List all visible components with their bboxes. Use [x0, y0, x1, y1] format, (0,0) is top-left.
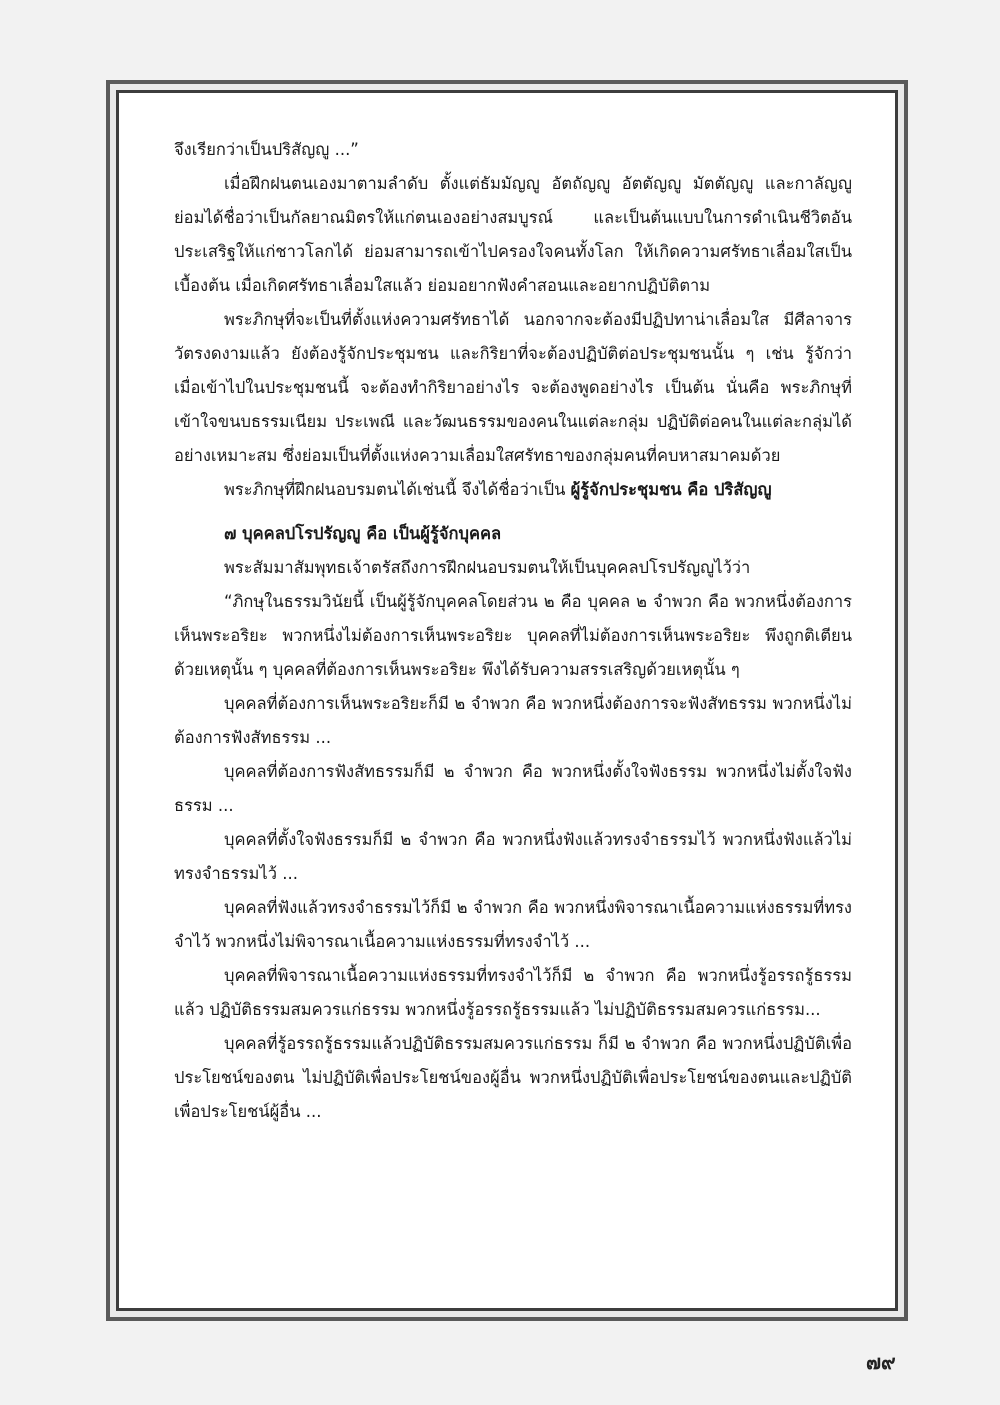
section-paragraph: บุคคลที่ต้องการเห็นพระอริยะก็มี ๒ จำพวก คือ พวกหนึ่งต้องการจะฟังสัทธรรม พวกหนึ่งไม่ต้องการฟังสัทธรรม ...	[174, 694, 852, 747]
section-paragraph: บุคคลที่รู้อรรถรู้ธรรมแล้วปฏิบัติธรรมสมควรแก่ธรรม ก็มี ๒ จำพวก คือ พวกหนึ่งปฏิบัติเพื่อประโยชน์ของตน ไม่ปฏิบัติเพื่อประโยชน์ของผู้อื่น พวกหนึ่งปฏิบัติเพื่อประโยชน์ของตนและปฏิบัติเพื่อประโยชน์ผู้อื่น ...	[174, 1034, 852, 1121]
summary-lead: พระภิกษุที่ฝึกฝนอบรมตนได้เช่นนี้ จึงได้ชื่อว่าเป็น	[224, 480, 571, 499]
paragraph-continuation: จึงเรียกว่าเป็นปริสัญญู ...”	[174, 140, 359, 159]
section-paragraph: พระสัมมาสัมพุทธเจ้าตรัสถึงการฝึกฝนอบรมตนให้เป็นบุคคลปโรปรัญญูไว้ว่า	[224, 558, 751, 577]
paragraph-self-training: เมื่อฝึกฝนตนเองมาตามลำดับ ตั้งแต่ธัมมัญญู อัตถัญญู อัตตัญญู มัตตัญญู และกาลัญญู ย่อมได้ชื่อว่าเป็นกัลยาณมิตรให้แก่ตนเองอย่างสมบูรณ์ และเป็นต้นแบบในการดำเนินชีวิตอันประเสริฐให้แก่ชาวโลกได้ ย่อมสามารถเข้าไปครองใจคนทั้งโลก ให้เกิดความศรัทธาเลื่อมใสเป็นเบื้องต้น เมื่อเกิดศรัทธาเลื่อมใสแล้ว ย่อมอยากฟังคำสอนและอยากปฏิบัติตาม	[174, 174, 852, 295]
section-heading: ๗ บุคคลปโรปรัญญู คือ เป็นผู้รู้จักบุคคล	[224, 524, 502, 543]
section-paragraph: บุคคลที่ฟังแล้วทรงจำธรรมไว้ก็มี ๒ จำพวก คือ พวกหนึ่งพิจารณาเนื้อความแห่งธรรมที่ทรงจำไว้ พวกหนึ่งไม่พิจารณาเนื้อความแห่งธรรมที่ทรงจำไว้ ...	[174, 898, 852, 951]
section-paragraph: บุคคลที่ต้องการฟังสัทธรรมก็มี ๒ จำพวก คือ พวกหนึ่งตั้งใจฟังธรรม พวกหนึ่งไม่ตั้งใจฟังธรรม ...	[174, 762, 852, 815]
section-paragraph: “ภิกษุในธรรมวินัยนี้ เป็นผู้รู้จักบุคคลโดยส่วน ๒ คือ บุคคล ๒ จำพวก คือ พวกหนึ่งต้องการเห็นพระอริยะ พวกหนึ่งไม่ต้องการเห็นพระอริยะ บุคคลที่ไม่ต้องการเห็นพระอริยะ พึงถูกติเตียนด้วยเหตุนั้น ๆ บุคคลที่ต้องการเห็นพระอริยะ พึงได้รับความสรรเสริญด้วยเหตุนั้น ๆ	[174, 592, 852, 679]
paragraph-monk-assembly: พระภิกษุที่จะเป็นที่ตั้งแห่งความศรัทธาได้ นอกจากจะต้องมีปฏิปทาน่าเลื่อมใส มีศีลาจารวัตรงดงามแล้ว ยังต้องรู้จักประชุมชน และกิริยาที่จะต้องปฏิบัติต่อประชุมชนนั้น ๆ เช่น รู้จักว่า เมื่อเข้าไปในประชุมชนนี้ จะต้องทำกิริยาอย่างไร จะต้องพูดอย่างไร เป็นต้น นั่นคือ พระภิกษุที่เข้าใจขนบธรรมเนียม ประเพณี และวัฒนธรรมของคนในแต่ละกลุ่ม ปฏิบัติต่อคนในแต่ละกลุ่มได้อย่างเหมาะสม ซึ่งย่อมเป็นที่ตั้งแห่งความเลื่อมใสศรัทธาของกลุ่มคนที่คบหาสมาคมด้วย	[174, 310, 852, 465]
page-content	[174, 133, 852, 1129]
section-paragraph: บุคคลที่ตั้งใจฟังธรรมก็มี ๒ จำพวก คือ พวกหนึ่งฟังแล้วทรงจำธรรมไว้ พวกหนึ่งฟังแล้วไม่ทรงจำธรรมไว้ ...	[174, 830, 852, 883]
page-number: ๗๙	[866, 1350, 896, 1374]
paragraph-summary	[174, 473, 852, 507]
summary-emphasis: ผู้รู้จักประชุมชน คือ ปริสัญญู	[570, 480, 772, 499]
section-paragraph: บุคคลที่พิจารณาเนื้อความแห่งธรรมที่ทรงจำไว้ก็มี ๒ จำพวก คือ พวกหนึ่งรู้อรรถรู้ธรรมแล้ว ปฏิบัติธรรมสมควรแก่ธรรม พวกหนึ่งรู้อรรถรู้ธรรมแล้ว ไม่ปฏิบัติธรรมสมควรแก่ธรรม...	[174, 966, 852, 1019]
